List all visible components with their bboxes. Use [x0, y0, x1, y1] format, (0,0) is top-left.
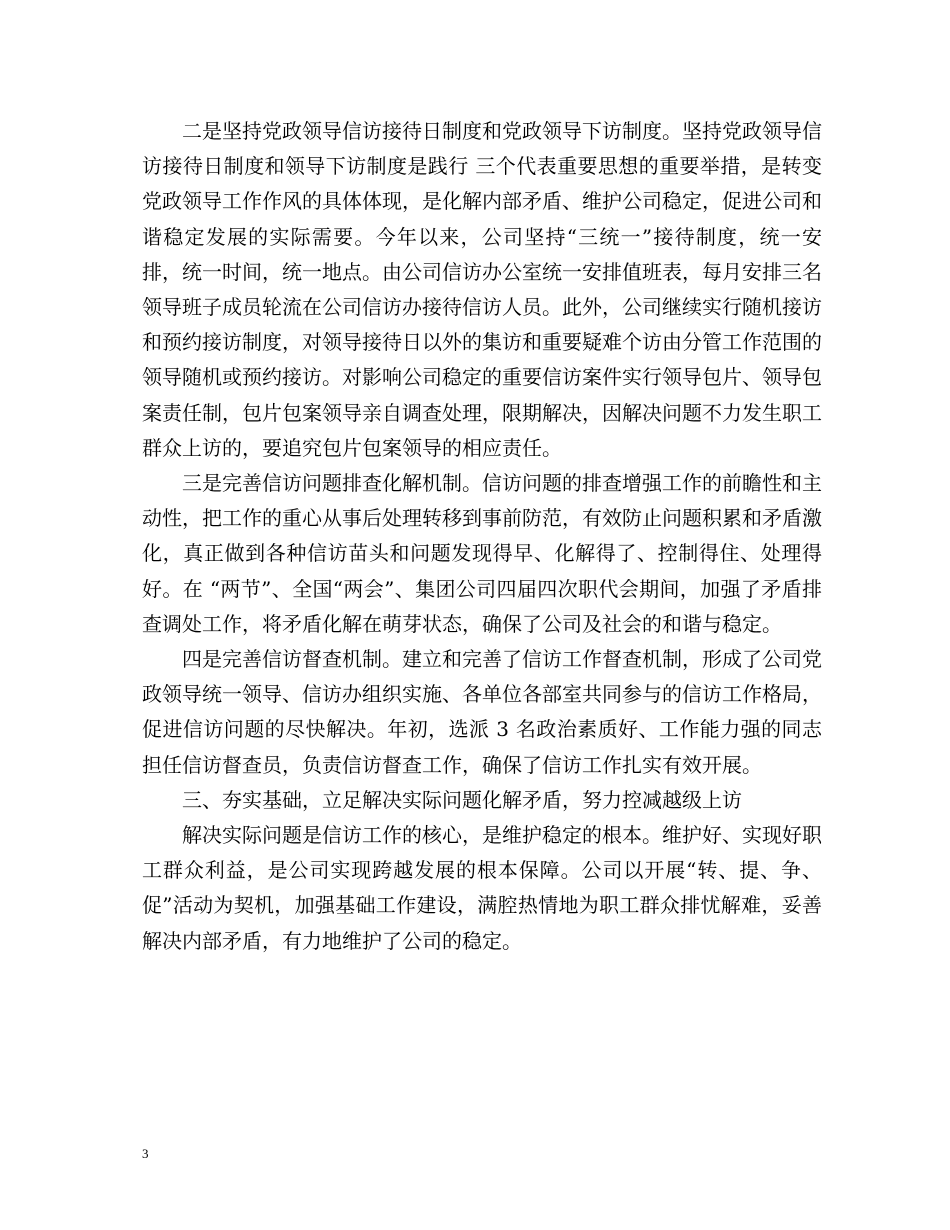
paragraph-supervision: 四是完善信访督查机制。建立和完善了信访工作督查机制，形成了公司党政领导统一领导、信访办组织实施、各单位各部室共同参与的信访工作格局，促进信访问题的尽快解决。年初，选派 3 名政治素质好、工作能力强的同志担任信访督查员，负责信访督查工作，确保了信访工作扎实有效开展。	[142, 647, 822, 777]
document-body	[142, 114, 822, 959]
page-number: 3	[142, 1146, 149, 1161]
paragraph-issue-screening: 三是完善信访问题排查化解机制。信访问题的排查增强工作的前瞻性和主动性，把工作的重心从事后处理转移到事前防范，有效防止问题积累和矛盾激化，真正做到各种信访苗头和问题发现得早、化解得了、控制得住、处理得好。在 “两节”、全国“两会”、集团公司四届四次职代会期间，加强了矛盾排查调处工作，将矛盾化解在萌芽状态，确保了公司及社会的和谐与稳定。	[142, 471, 822, 636]
paragraph-solve-problems: 解决实际问题是信访工作的核心，是维护稳定的根本。维护好、实现好职工群众利益，是公司实现跨越发展的根本保障。公司以开展“转、提、争、促”活动为契机，加强基础工作建设，满腔热情地为职工群众排忧解难，妥善解决内部矛盾，有力地维护了公司的稳定。	[142, 823, 822, 953]
paragraph-leader-reception: 二是坚持党政领导信访接待日制度和党政领导下访制度。坚持党政领导信访接待日制度和领导下访制度是践行 三个代表重要思想的重要举措，是转变党政领导工作作风的具体体现，是化解内部矛盾、维护公司稳定，促进公司和谐稳定发展的实际需要。今年以来，公司坚持“三统一”接待制度，统一安排，统一时间，统一地点。由公司信访办公室统一安排值班表，每月安排三名领导班子成员轮流在公司信访办接待信访人员。此外，公司继续实行随机接访和预约接访制度，对领导接待日以外的集访和重要疑难个访由分管工作范围的领导随机或预约接访。对影响公司稳定的重要信访案件实行领导包片、领导包案责任制，包片包案领导亲自调查处理，限期解决，因解决问题不力发生职工群众上访的，要追究包片包案领导的相应责任。	[142, 119, 822, 460]
section-heading: 三、夯实基础，立足解决实际问题化解矛盾，努力控减越级上访	[182, 787, 742, 812]
